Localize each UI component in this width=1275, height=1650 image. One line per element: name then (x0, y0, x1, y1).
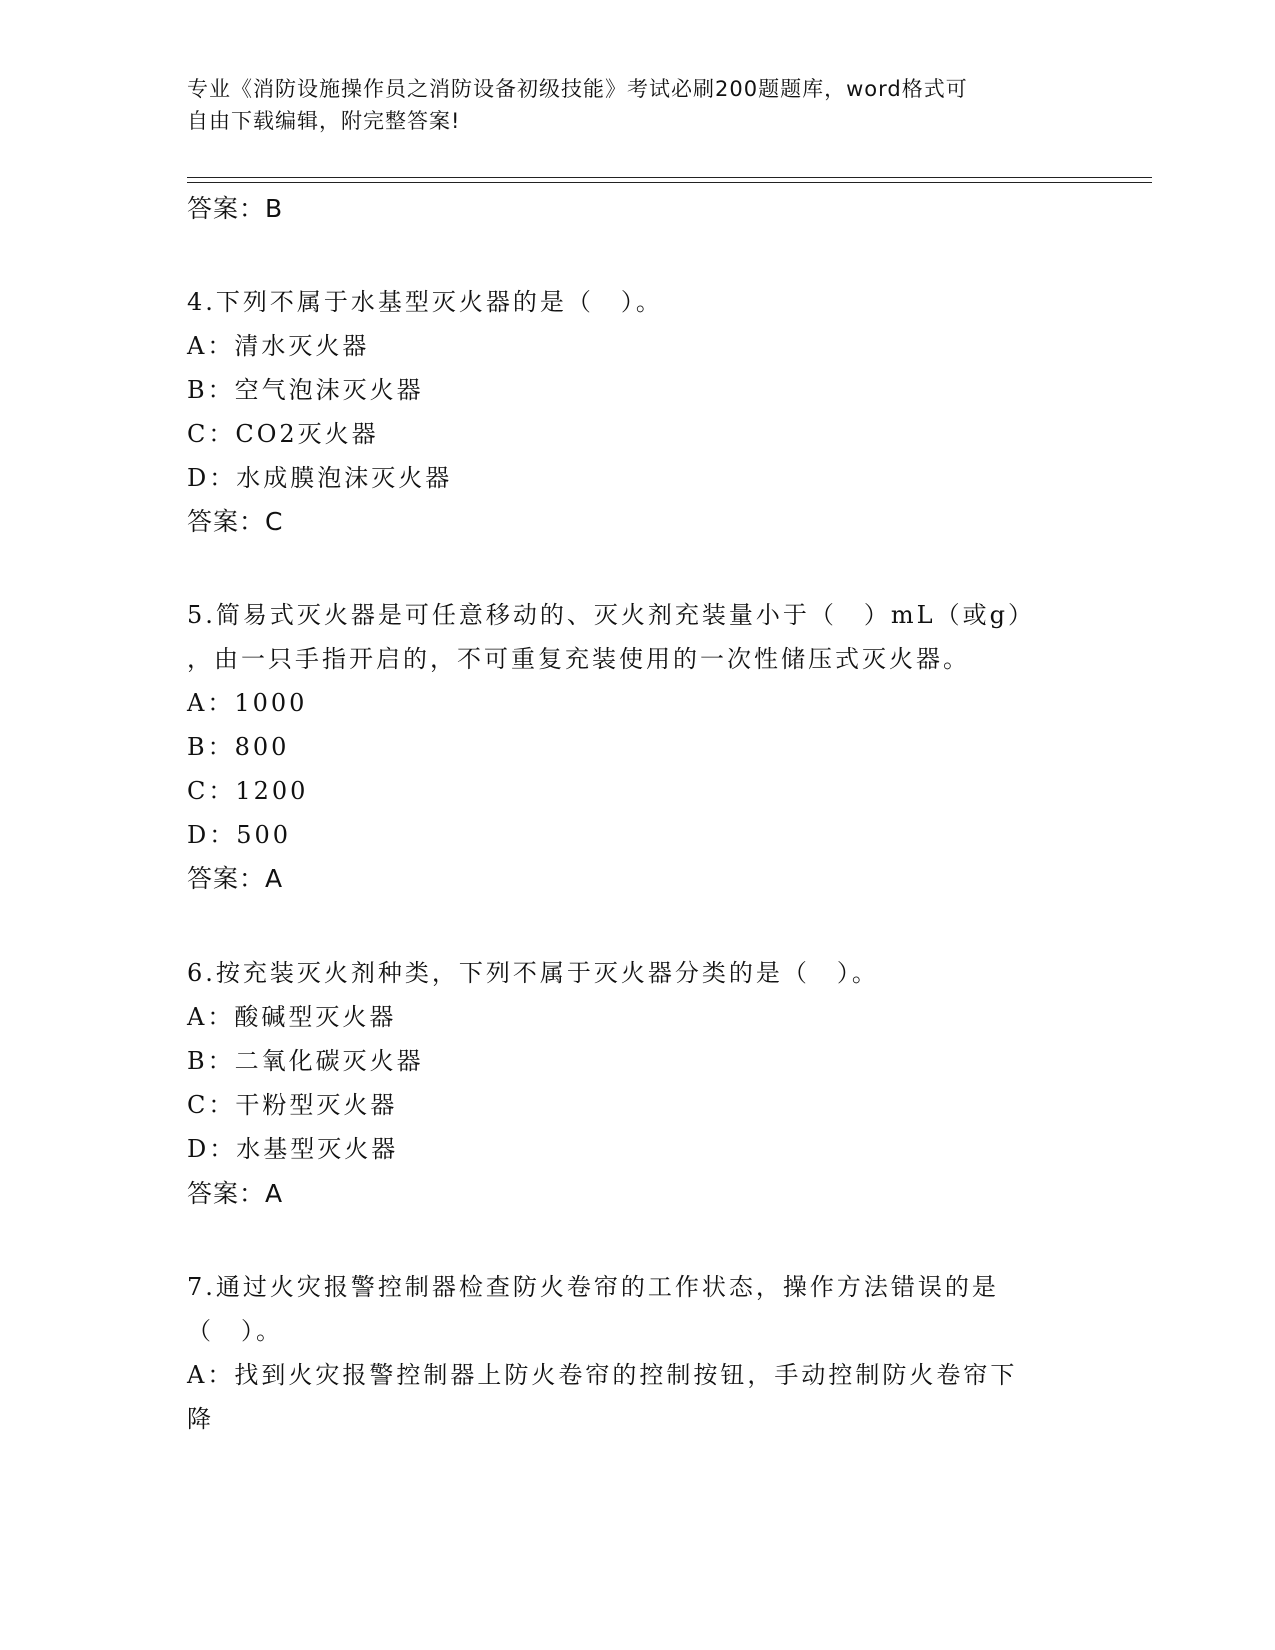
question-5-option-c: C：1200 (187, 777, 309, 805)
question-7-option-a-line-2: 降 (187, 1405, 214, 1433)
header-divider-top (187, 177, 1152, 178)
question-6-option-b: B：二氧化碳灭火器 (187, 1047, 424, 1075)
question-5-stem-line-2: ，由一只手指开启的，不可重复充装使用的一次性储压式灭火器。 (187, 645, 970, 673)
question-7-option-a-line-1: A：找到火灾报警控制器上防火卷帘的控制按钮，手动控制防火卷帘下 (187, 1361, 1018, 1389)
question-4-option-b: B：空气泡沫灭火器 (187, 376, 424, 404)
question-5-stem-line-1: 5.简易式灭火器是可任意移动的、灭火剂充装量小于（ ）mL（或g） (187, 601, 1035, 629)
question-7-stem-line-2: （ ）。 (187, 1317, 283, 1345)
document-header (187, 73, 1087, 137)
header-divider-bottom (187, 182, 1152, 183)
question-5-option-a: A：1000 (187, 689, 308, 717)
header-line-2: 自由下载编辑，附完整答案! (187, 109, 461, 133)
question-4-option-d: D：水成膜泡沫灭火器 (187, 464, 453, 492)
question-4-option-c: C：CO2灭火器 (187, 420, 379, 448)
question-6-stem-line-1: 6.按充装灭火剂种类，下列不属于灭火器分类的是（ ）。 (187, 959, 879, 987)
question-6-option-c: C：干粉型灭火器 (187, 1091, 398, 1119)
question-7-stem-line-1: 7.通过火灾报警控制器检查防火卷帘的工作状态，操作方法错误的是 (187, 1273, 999, 1301)
question-5-option-d: D：500 (187, 821, 292, 849)
question-4-answer: 答案：C (187, 507, 284, 536)
question-4-option-a: A：清水灭火器 (187, 332, 370, 360)
question-5-option-b: B：800 (187, 733, 290, 761)
previous-answer: 答案：B (187, 194, 284, 223)
question-6-option-a: A：酸碱型灭火器 (187, 1003, 397, 1031)
question-4-stem-line-1: 4.下列不属于水基型灭火器的是（ ）。 (187, 288, 663, 316)
question-6-answer: 答案：A (187, 1179, 284, 1208)
header-line-1: 专业《消防设施操作员之消防设备初级技能》考试必刷200题题库，word格式可 (187, 77, 968, 101)
question-6-option-d: D：水基型灭火器 (187, 1135, 399, 1163)
question-5-answer: 答案：A (187, 864, 284, 893)
